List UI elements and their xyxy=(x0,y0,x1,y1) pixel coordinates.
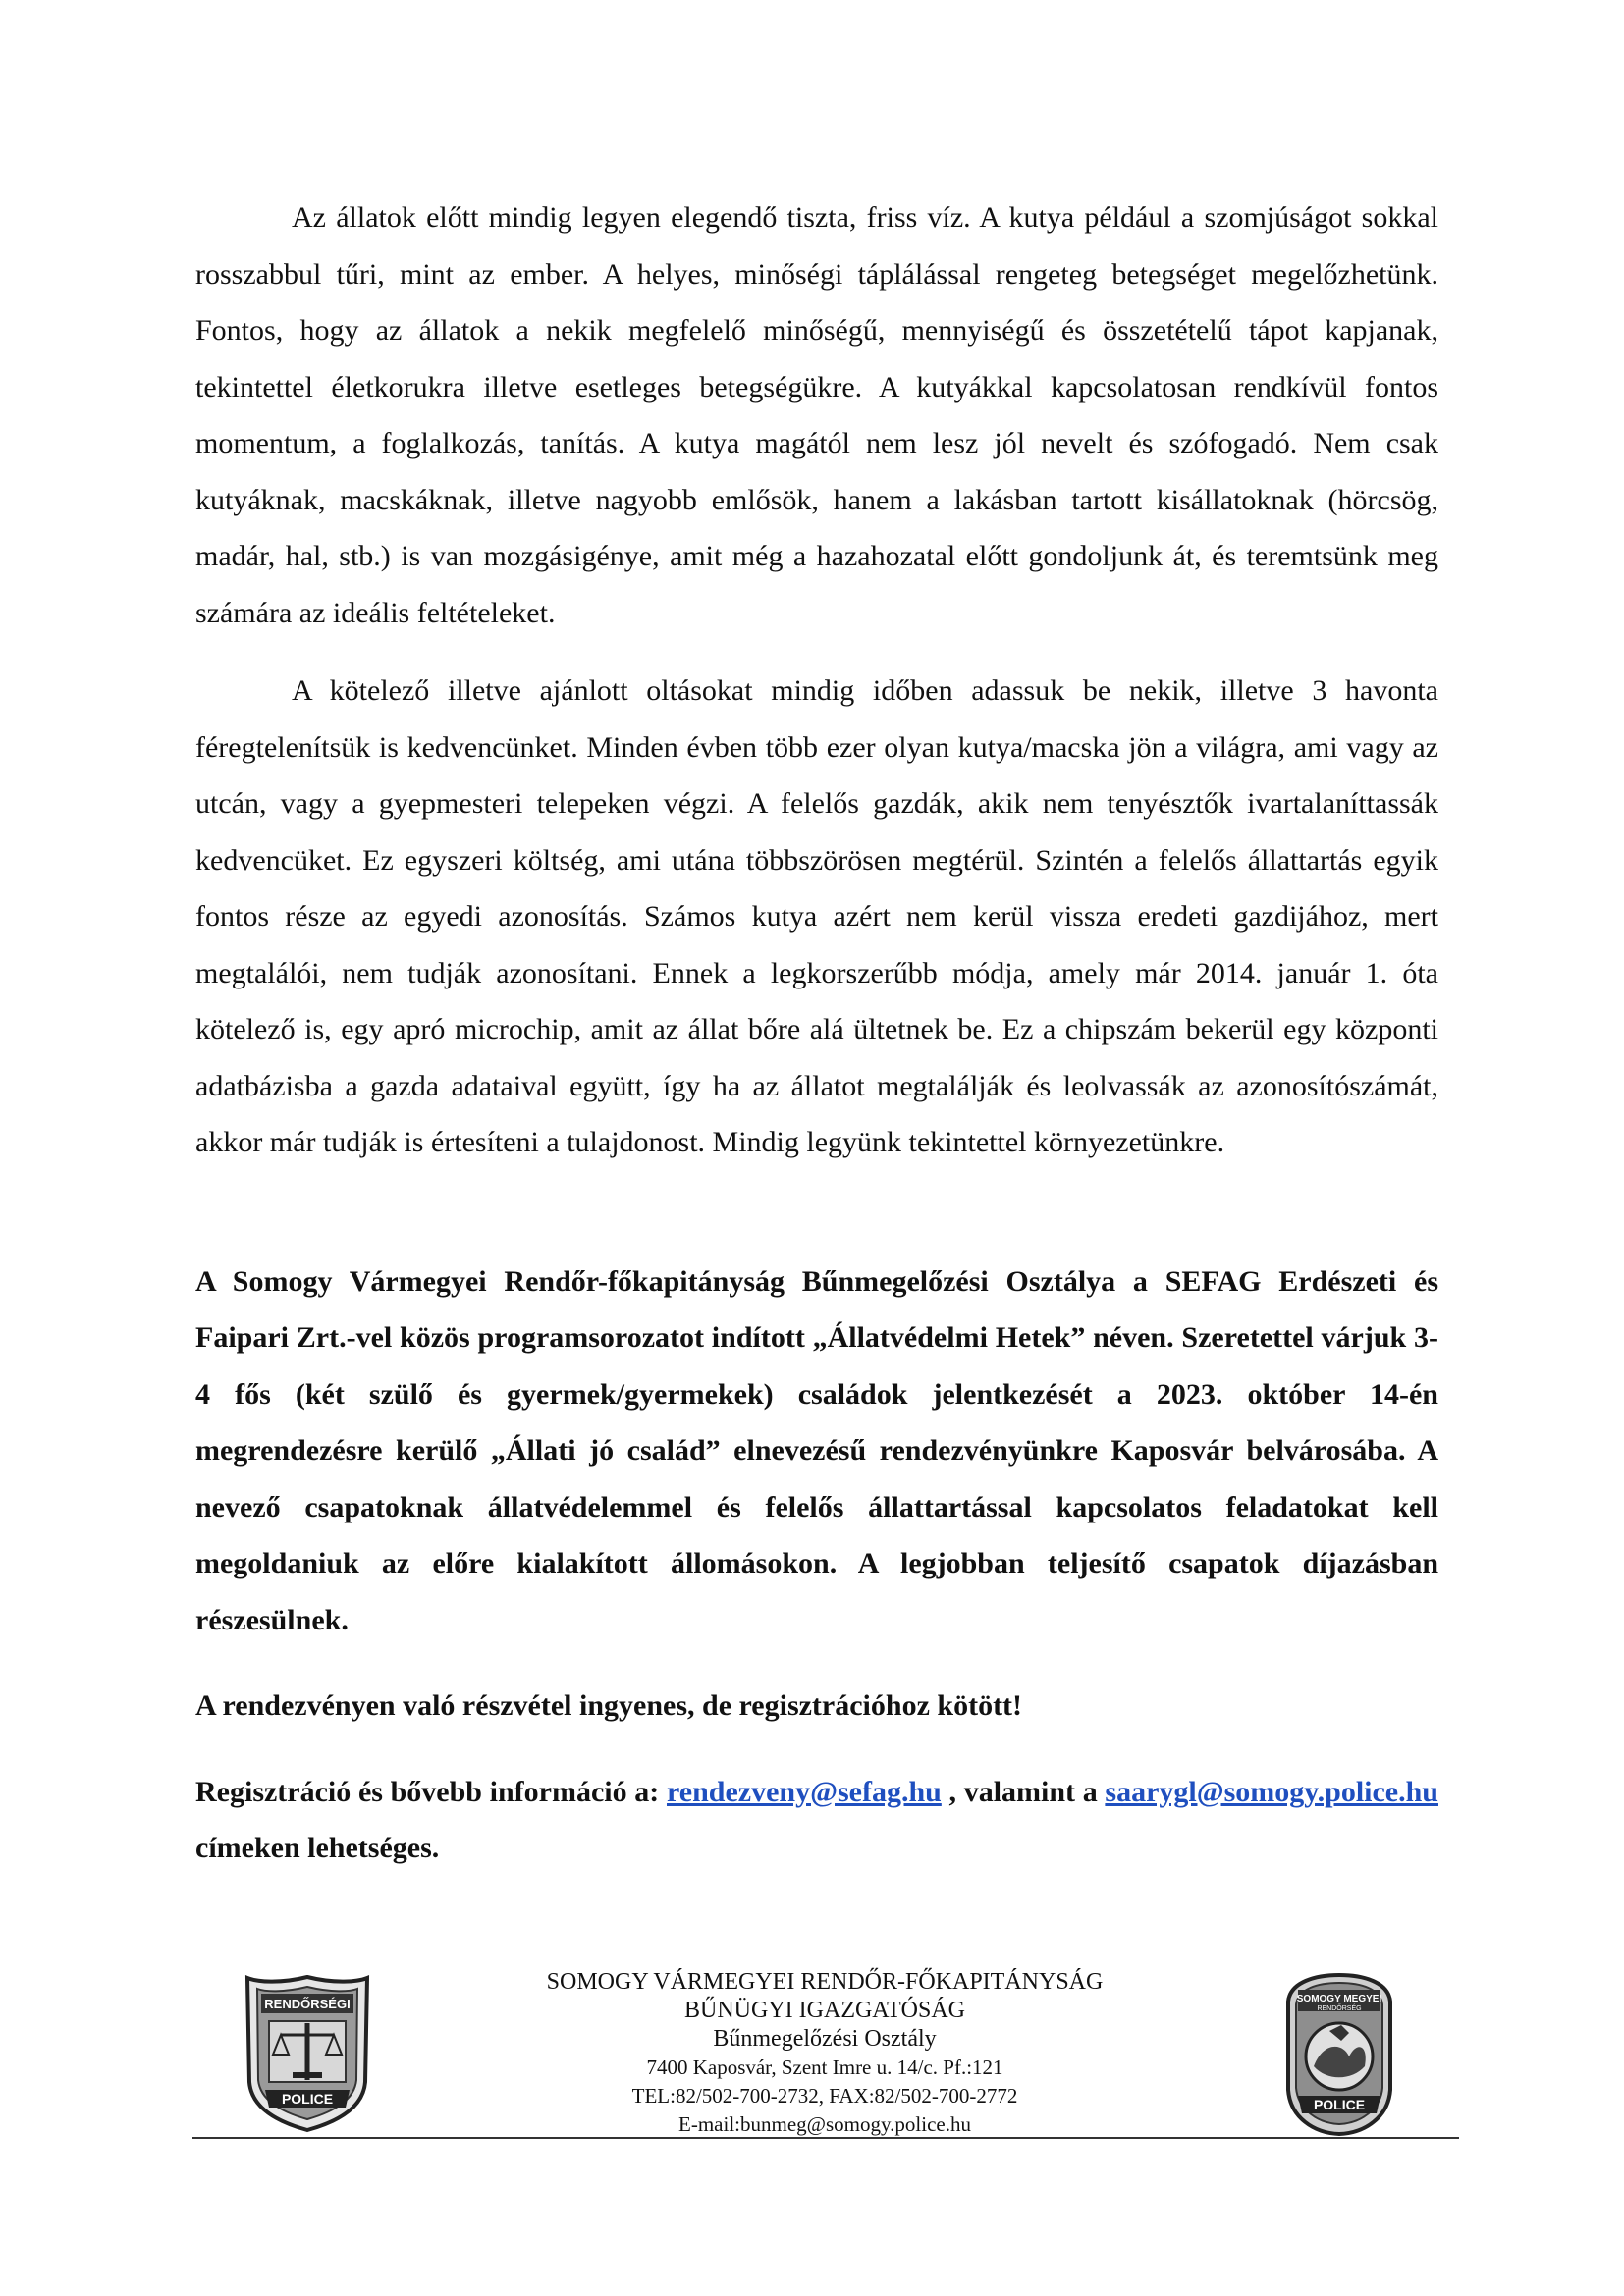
badge-left-top-text: RENDŐRSÉGI xyxy=(264,1997,351,2011)
document-body xyxy=(195,189,1438,1877)
badge-right-top-text: SOMOGY MEGYEI xyxy=(1296,1994,1382,2004)
letterhead-address: 7400 Kaposvár, Szent Imre u. 14/c. Pf.:121 xyxy=(646,2056,1003,2079)
letterhead-text xyxy=(491,1968,1159,2139)
letterhead-footer xyxy=(0,1968,1624,2164)
letterhead-department: Bűnmegelőzési Osztály xyxy=(713,2026,937,2052)
footer-divider xyxy=(192,2137,1459,2139)
badge-right-bottom-text: POLICE xyxy=(1313,2097,1366,2112)
registration-suffix: címeken lehetséges. xyxy=(195,1832,440,1864)
letterhead-phone-fax: TEL:82/502-700-2732, FAX:82/502-700-2772 xyxy=(631,2084,1018,2108)
badge-right-sub-text: RENDŐRSÉG xyxy=(1317,2005,1362,2012)
paragraph-vaccination-microchip: A kötelező illetve ajánlott oltásokat mindig időben adassuk be nekik, illetve 3 havonta féregtelenítsük is kedvencünket. Minden évben több ezer olyan kutya/macska jön a világra, ami vagy az utcán, vagy a gyepmesteri telepeken végzi. A felelős gazdák, akik nem tenyésztők ivartalaníttassák kedvencüket. Ez egyszeri költség, ami utána többszörösen megtérül. Szintén a felelős állattartás egyik fontos része az egyedi azonosítás. Számos kutya azért nem kerül vissza eredeti gazdijához, mert megtalálói, nem tudják azonosítani. Ennek a legkorszerűbb módja, amely már 2014. január 1. óta kötelező is, egy apró microchip, amit az állat bőre alá ültetnek be. Ez a chipszám bekerül egy központi adatbázisba a gazda adataival együtt, így ha az állatot megtalálják és leolvassák az azonosítószámát, akkor már tudják is értesíteni a tulajdonost. Mindig legyünk tekintettel környezetünkre. xyxy=(195,674,1438,1158)
email-link-police[interactable]: saarygl@somogy.police.hu xyxy=(1105,1775,1438,1808)
registration-info xyxy=(195,1764,1438,1877)
letterhead-directorate: BŰNÜGYI IGAZGATÓSÁG xyxy=(684,1998,965,2023)
police-badge-icon xyxy=(242,1974,373,2133)
registration-middle: , valamint a xyxy=(941,1775,1106,1808)
letterhead-email: E-mail:bunmeg@somogy.police.hu xyxy=(678,2112,971,2136)
badge-left-bottom-text: POLICE xyxy=(281,2091,334,2107)
free-participation-notice: A rendezvényen való részvétel ingyenes, de regisztrációhoz kötött! xyxy=(195,1689,1023,1722)
paragraph-water-nutrition: Az állatok előtt mindig legyen elegendő tiszta, friss víz. A kutya például a szomjúságot sokkal rosszabbul tűri, mint az ember. A helyes, minőségi táplálással rengeteg betegséget megelőzhetünk. Fontos, hogy az állatok a nekik megfelelő minőségű, mennyiségű és összetételű tápot kapjanak, tekintettel életkorukra illetve esetleges betegségükre. A kutyákkal kapcsolatosan rendkívül fontos momentum, a foglalkozás, tanítás. A kutya magától nem lesz jól nevelt és szófogadó. Nem csak kutyáknak, macskáknak, illetve nagyobb emlősök, hanem a lakásban tartott kisállatoknak (hörcsög, madár, hal, stb.) is van mozgásigénye, amit még a hazahozatal előtt gondoljunk át, és teremtsünk meg számára az ideális feltételeket. xyxy=(195,201,1438,629)
letterhead-org: SOMOGY VÁRMEGYEI RENDŐR-FŐKAPITÁNYSÁG xyxy=(546,1969,1104,1995)
email-link-sefag[interactable]: rendezveny@sefag.hu xyxy=(666,1775,942,1808)
announcement-paragraph: A Somogy Vármegyei Rendőr-főkapitányság Bűnmegelőzési Osztálya a SEFAG Erdészeti és Faipari Zrt.-vel közös programsorozatot indított „Állatvédelmi Hetek” néven. Szeretettel várjuk 3-4 fős (két szülő és gyermek/gyermekek) családok jelentkezését a 2023. október 14-én megrendezésre kerülő „Állati jó család” elnevezésű rendezvényünkre Kaposvár belvárosába. A nevező csapatoknak állatvédelemmel és felelős állattartással kapcsolatos feladatokat kell megoldaniuk az előre kialakított állomásokon. A legjobban teljesítő csapatok díjazásban részesülnek. xyxy=(195,1264,1438,1636)
somogy-police-badge-icon xyxy=(1284,1972,1394,2137)
registration-prefix: Regisztráció és bővebb információ a: xyxy=(195,1775,667,1808)
